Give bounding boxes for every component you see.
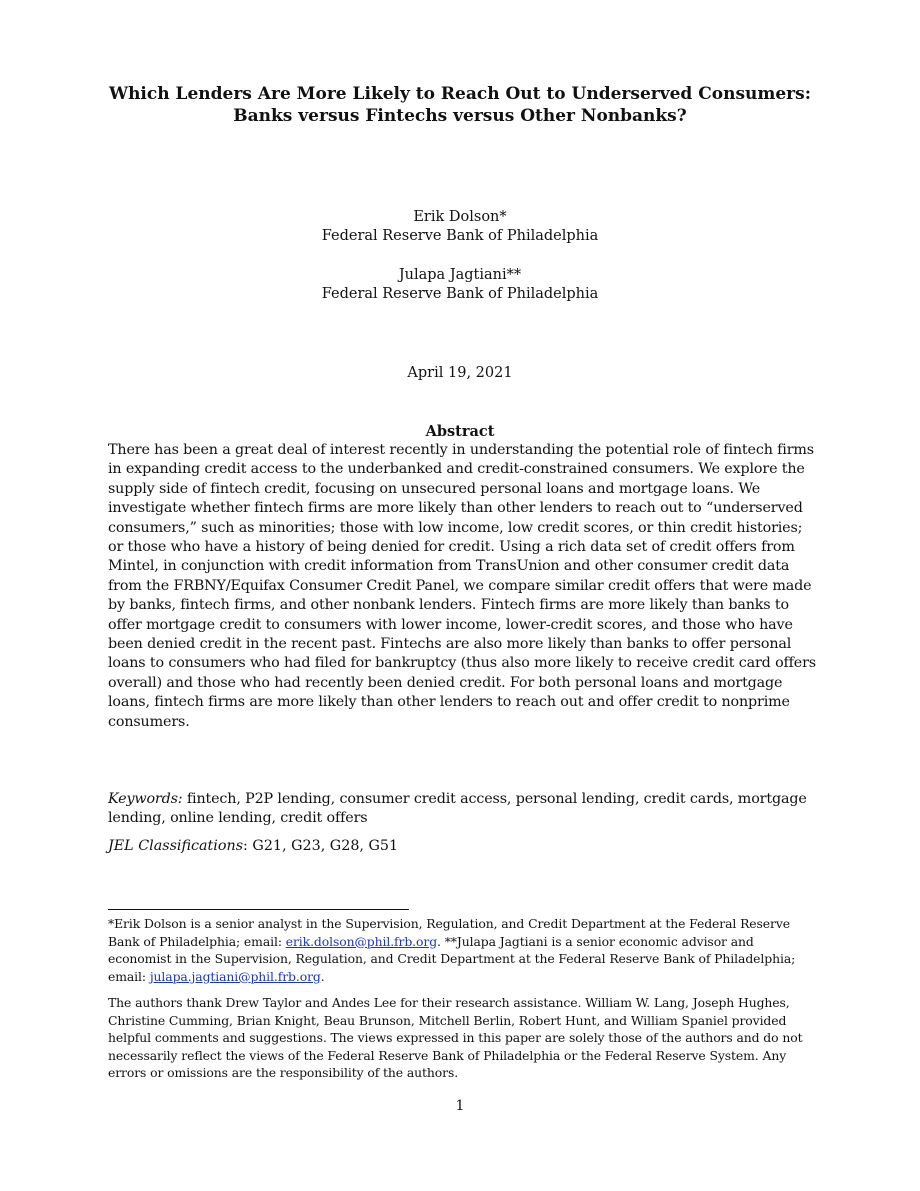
author-1-name: Erik Dolson*	[413, 209, 507, 225]
author-2-affiliation: Federal Reserve Bank of Philadelphia	[321, 286, 599, 302]
jel-label: JEL Classifications	[108, 838, 244, 854]
title-line-1: Which Lenders Are More Likely to Reach Out to Underserved Consumers:	[108, 84, 811, 104]
jel-classifications	[108, 837, 820, 856]
footnote-authors	[108, 915, 820, 985]
author-1	[160, 208, 760, 246]
abstract-heading: Abstract	[425, 423, 495, 440]
author-1-affiliation: Federal Reserve Bank of Philadelphia	[321, 228, 599, 244]
abstract-text: There has been a great deal of interest recently in understanding the potential role of fintech firms in expanding credit access to the underbanked and credit-constrained consumers. We explore the supply side of fintech credit, focusing on unsecured personal loans and mortgage loans. We investigate whether fintech firms are more likely than other lenders to reach out to “underserved consumers,” such as minorities; those with low income, low credit scores, or thin credit histories; or those who have a history of being denied for credit. Using a rich data set of credit offers from Mintel, in conjunction with credit information from TransUnion and other consumer credit data from the FRBNY/Equifax Consumer Credit Panel, we compare similar credit offers that were made by banks, fintech firms, and other nonbank lenders. Fintech firms are more likely than banks to offer mortgage credit to consumers with lower income, lower-credit scores, and those who have been denied credit in the recent past. Fintechs are also more likely than banks to offer personal loans to consumers who had filed for bankruptcy (thus also more likely to receive credit card offers overall) and those who had recently been denied credit. For both personal loans and mortgage loans, fintech firms are more likely than other lenders to reach out and offer credit to nonprime consumers.	[108, 442, 816, 730]
email-link-jagtiani[interactable]: julapa.jagtiani@phil.frb.org	[149, 968, 321, 984]
paper-title	[60, 83, 860, 127]
footnote-divider	[108, 909, 409, 910]
footnote-acknowledgments: The authors thank Drew Taylor and Andes Lee for their research assistance. William W. Lang, Joseph Hughes, Christine Cumming, Brian Knight, Beau Brunson, Mitchell Berlin, Robert Hunt, and William Spaniel provided helpful comments and suggestions. The views expressed in this paper are solely those of the authors and do not necessarily reflect the views of the Federal Reserve Bank of Philadelphia or the Federal Reserve System. Any errors or omissions are the responsibility of the authors.	[108, 995, 803, 1081]
author-2	[160, 266, 760, 304]
title-line-2: Banks versus Fintechs versus Other Nonbanks?	[233, 106, 687, 126]
footnote-1-part-b: . **Julapa Jagtiani is a senior economic advisor and economist in the Supervision, Regulation, and Credit Department at the Federal Reserve Bank of Philadelphia; email:	[108, 933, 796, 984]
keywords	[108, 790, 820, 829]
paper-date: April 19, 2021	[407, 365, 513, 381]
email-link-dolson[interactable]: erik.dolson@phil.frb.org	[285, 933, 438, 949]
page-number: 1	[455, 1098, 465, 1114]
keywords-text: fintech, P2P lending, consumer credit access, personal lending, credit cards, mortgage lending, online lending, credit offers	[108, 791, 807, 827]
keywords-label: Keywords:	[108, 791, 183, 807]
footnote-1-part-c: .	[320, 968, 325, 984]
footnote-1-part-a: *Erik Dolson is a senior analyst in the Supervision, Regulation, and Credit Department at the Federal Reserve Bank of Philadelphia; email:	[108, 916, 790, 949]
jel-text: : G21, G23, G28, G51	[243, 838, 399, 854]
author-2-name: Julapa Jagtiani**	[398, 267, 522, 283]
